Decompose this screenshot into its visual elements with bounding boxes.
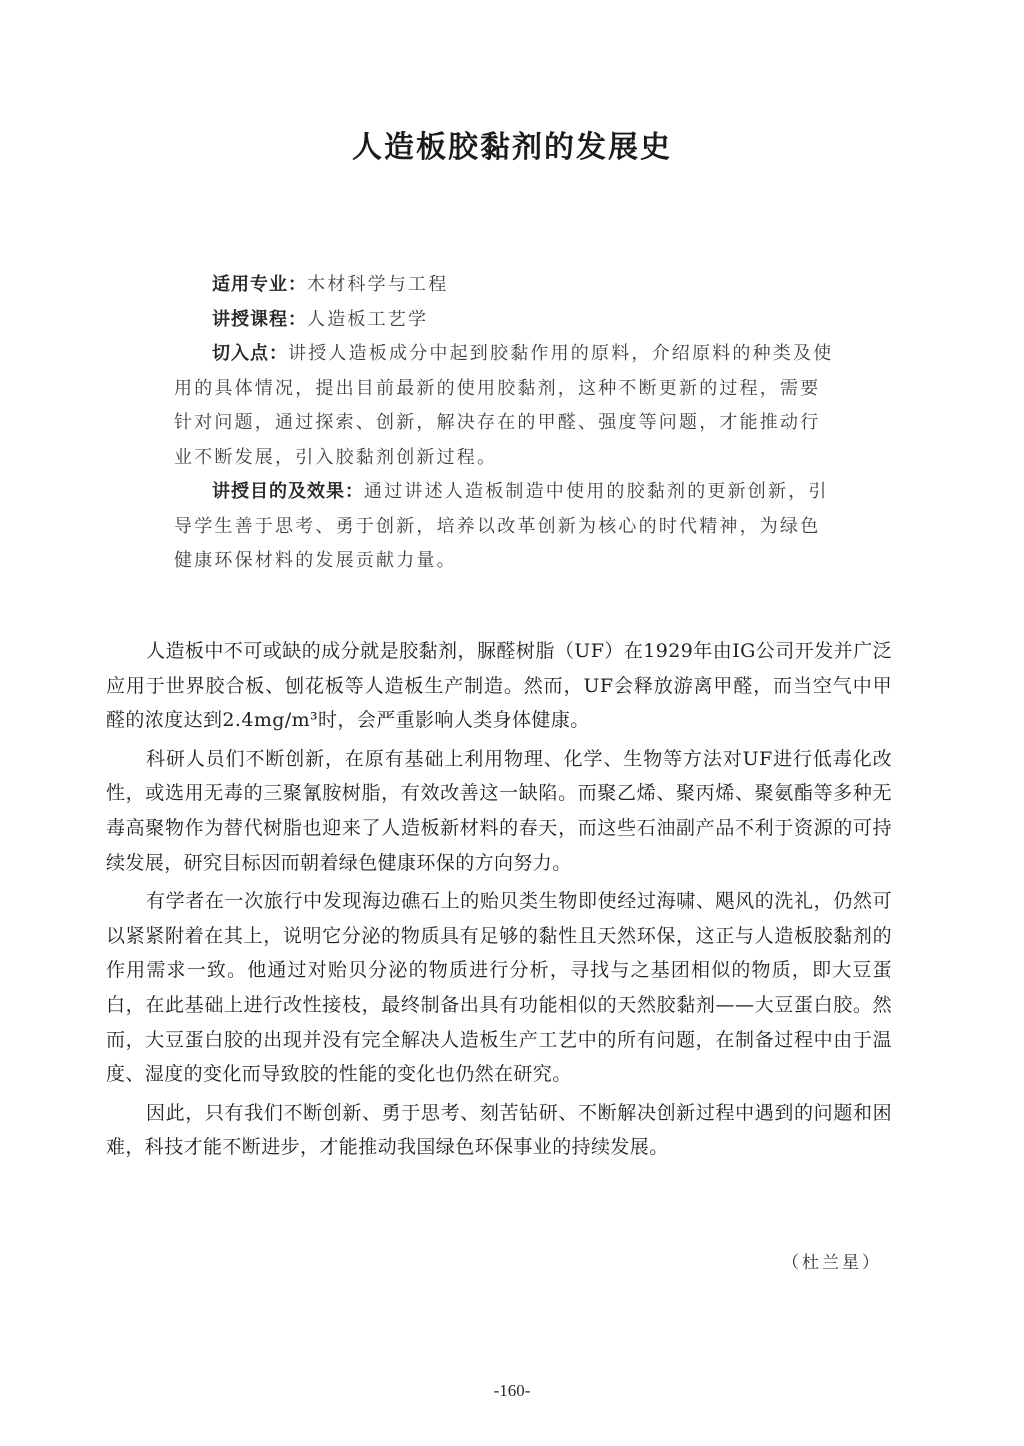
- body-paragraph: 有学者在一次旅行中发现海边礁石上的贻贝类生物即使经过海啸、飓风的洗礼，仍然可以紧紧附着在其上，说明它分泌的物质具有足够的黏性且天然环保，这正与人造板胶黏剂的作用需求一致。他通过对贻贝分泌的物质进行分析，寻找与之基团相似的物质，即大豆蛋白，在此基础上进行改性接枝，最终制备出具有功能相似的天然胶黏剂——大豆蛋白胶。然而，大豆蛋白胶的出现并没有完全解决人造板生产工艺中的所有问题，在制备过程中由于温度、湿度的变化而导致胶的性能的变化也仍然在研究。: [106, 890, 892, 1086]
- info-goal-text: 通过讲述人造板制造中使用的胶黏剂的更新创新，引导学生善于思考、勇于创新，培养以改革创新为核心的时代精神，为绿色健康环保材料的发展贡献力量。: [174, 481, 829, 571]
- body-paragraph: 科研人员们不断创新，在原有基础上利用物理、化学、生物等方法对UF进行低毒化改性，或选用无毒的三聚氰胺树脂，有效改善这一缺陷。而聚乙烯、聚丙烯、聚氨酯等多种无毒高聚物作为替代树脂也迎来了人造板新材料的春天，而这些石油副产品不利于资源的可持续发展，研究目标因而朝着绿色健康环保的方向努力。: [106, 747, 892, 874]
- info-major-label: 适用专业：: [212, 274, 307, 295]
- author-signature: （杜兰星）: [782, 1253, 882, 1273]
- info-entry-point: [174, 337, 838, 475]
- body-text: [106, 634, 892, 1169]
- info-major: [174, 268, 838, 303]
- info-course-label: 讲授课程：: [212, 308, 307, 330]
- info-goal: [174, 475, 838, 579]
- body-paragraph: 因此，只有我们不断创新、勇于思考、刻苦钻研、不断解决创新过程中遇到的问题和困难，科技才能不断进步，才能推动我国绿色环保事业的持续发展。: [106, 1101, 892, 1159]
- page-title: 人造板胶黏剂的发展史: [352, 130, 672, 165]
- course-info-block: [174, 268, 838, 579]
- body-paragraph: 人造板中不可或缺的成分就是胶黏剂，脲醛树脂（UF）在1929年由IG公司开发并广泛应用于世界胶合板、刨花板等人造板生产制造。然而，UF会释放游离甲醛，而当空气中甲醛的浓度达到2.4mg/m³时，会严重影响人类身体健康。: [106, 640, 892, 732]
- info-course: [174, 303, 838, 338]
- page-number: -160-: [493, 1381, 531, 1400]
- info-major-text: 木材科学与工程: [307, 274, 449, 295]
- info-entry-point-text: 讲授人造板成分中起到胶黏作用的原料，介绍原料的种类及使用的具体情况，提出目前最新的使用胶黏剂，这种不断更新的过程，需要针对问题，通过探索、创新，解决存在的甲醛、强度等问题，才能推动行业不断发展，引入胶黏剂创新过程。: [174, 343, 834, 468]
- info-course-text: 人造板工艺学: [307, 308, 429, 330]
- info-entry-point-label: 切入点：: [212, 343, 288, 364]
- info-goal-label: 讲授目的及效果：: [212, 481, 364, 502]
